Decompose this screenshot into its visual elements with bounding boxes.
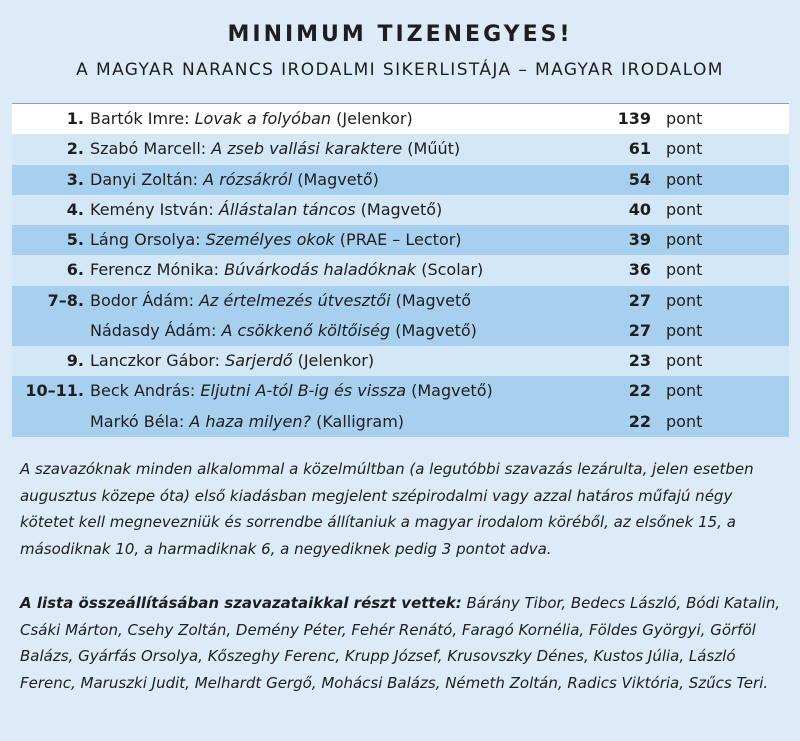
ranking-row	[12, 346, 789, 376]
publisher: (Magvető)	[406, 381, 493, 401]
book-entry	[90, 407, 404, 437]
book-title: Személyes okok	[205, 230, 335, 249]
points-unit: pont	[666, 109, 703, 128]
points-value: 61	[628, 139, 651, 159]
publisher: (Kalligram)	[311, 411, 405, 431]
points-value: 40	[628, 199, 651, 219]
publisher: (Scolar)	[416, 260, 484, 280]
points-unit: pont	[666, 169, 703, 189]
participants-list: Bárány Tibor, Bedecs László, Bódi Katalin, Csáki Márton, Csehy Zoltán, Demény Péter, Fehér Renátó, Faragó Kornélia, Földes Györgyi, Görföl Balázs, Gyárfás Orsolya, Kőszeghy Ferenc, Krupp József, Krusovszky Dénes, Kustos Júlia, László Ferenc, Maruszki Judit, Melhardt Gergő, Mohácsi Balázs, Németh Zoltán, Radics Viktória, Szűcs Teri.	[20, 594, 781, 692]
author-name: Ferencz Mónika:	[90, 260, 225, 280]
ranking-group	[12, 165, 789, 195]
book-title: Eljutni A-tól B-ig és vissza	[200, 381, 407, 401]
ranking-row	[12, 165, 789, 195]
points-unit: pont	[666, 260, 703, 280]
book-title: Állástalan táncos	[218, 199, 356, 219]
rank-number: 5.	[66, 230, 84, 249]
publisher: (Magvető)	[292, 169, 379, 189]
book-entry	[90, 195, 442, 225]
book-title: Az értelmezés útvesztői	[199, 290, 391, 310]
book-title: Búvárkodás haladóknak	[224, 260, 417, 280]
publisher: (Magvető)	[355, 199, 443, 219]
ranking-group	[12, 376, 789, 437]
book-entry	[90, 134, 460, 164]
rank-number: 4.	[66, 199, 84, 219]
ranking-row	[12, 316, 789, 346]
points-value: 54	[628, 169, 651, 189]
ranking-row	[12, 134, 789, 164]
book-title: A haza milyen?	[189, 411, 311, 431]
author-name: Nádasdy Ádám:	[90, 320, 222, 340]
ranking-group	[12, 255, 789, 285]
ranking-row	[12, 376, 789, 406]
publisher: (Magvető)	[390, 320, 477, 340]
ranking-row	[12, 255, 789, 285]
rank-number: 9.	[66, 351, 84, 370]
points-unit: pont	[666, 411, 703, 431]
points-unit: pont	[666, 139, 703, 159]
ranking-group	[12, 195, 789, 225]
rank-number: 10–11.	[25, 381, 84, 401]
author-name: Bodor Ádám:	[90, 290, 200, 310]
author-name: Láng Orsolya:	[90, 230, 206, 249]
book-title: A zseb vallási karaktere	[211, 139, 403, 159]
ranking-group	[12, 225, 789, 255]
author-name: Kemény István:	[90, 199, 219, 219]
points-value: 36	[628, 260, 651, 280]
publisher: (Magvető	[390, 290, 472, 310]
ranking-group	[12, 286, 789, 347]
author-name: Danyi Zoltán:	[90, 169, 204, 189]
rank-number: 1.	[66, 109, 84, 128]
book-entry	[90, 286, 471, 316]
ranking-row	[12, 407, 789, 437]
points-value: 23	[628, 351, 651, 370]
ranking-group	[12, 104, 789, 134]
page-subtitle: A MAGYAR NARANCS IRODALMI SIKERLISTÁJA – MAGYAR IRODALOM	[76, 60, 724, 80]
author-name: Markó Béla:	[90, 411, 190, 431]
book-entry	[90, 255, 483, 285]
rank-number: 6.	[66, 260, 84, 280]
publisher: (Jelenkor)	[292, 351, 375, 370]
ranking-row	[12, 225, 789, 255]
book-title: Lovak a folyóban	[194, 109, 332, 128]
points-unit: pont	[666, 230, 703, 249]
points-value: 27	[628, 290, 651, 310]
points-unit: pont	[666, 351, 703, 370]
book-entry	[90, 376, 493, 406]
author-name: Lanczkor Gábor:	[90, 351, 226, 370]
publisher: (Műút)	[402, 139, 461, 159]
book-title: A csökkenő költőiség	[221, 320, 391, 340]
publisher: (Jelenkor)	[331, 109, 413, 128]
page-title: MINIMUM TIZENEGYES!	[227, 22, 573, 47]
book-title: A rózsákról	[203, 169, 293, 189]
rank-number: 7–8.	[47, 290, 84, 310]
ranking-group	[12, 134, 789, 164]
ranking-row	[12, 286, 789, 316]
rank-number: 3.	[66, 169, 84, 189]
points-unit: pont	[666, 290, 703, 310]
author-name: Szabó Marcell:	[90, 139, 212, 159]
points-value: 39	[628, 230, 651, 249]
book-entry	[90, 225, 462, 255]
participants-label: A lista összeállításában szavazataikkal részt vettek:	[20, 594, 462, 612]
points-unit: pont	[666, 199, 703, 219]
voting-note: A szavazóknak minden alkalommal a közelmúltban (a legutóbbi szavazás lezárulta, jelen esetben augusztus közepe óta) első kiadásban megjelent szépirodalmi vagy azzal határos műfajú négy kötetet kell megnevezniük és sorrendbe állítaniuk a magyar irodalom köréből, az elsőnek 15, a másodiknak 10, a harmadiknak 6, a negyediknek pedig 3 pontot adva.	[20, 460, 754, 558]
ranking-group	[12, 346, 789, 376]
points-value: 22	[628, 411, 651, 431]
rank-number: 2.	[66, 139, 84, 159]
points-value: 27	[628, 320, 651, 340]
points-unit: pont	[666, 381, 703, 401]
book-entry	[90, 346, 374, 376]
points-value: 22	[628, 381, 651, 401]
participants-paragraph	[20, 590, 785, 696]
author-name: Beck András:	[90, 381, 201, 401]
book-title: Sarjerdő	[225, 351, 293, 370]
points-value: 139	[617, 109, 651, 128]
publisher: (PRAE – Lector)	[334, 230, 462, 249]
author-name: Bartók Imre:	[90, 109, 195, 128]
book-entry	[90, 104, 413, 134]
ranking-row	[12, 104, 789, 134]
points-unit: pont	[666, 320, 703, 340]
book-entry	[90, 316, 477, 346]
ranking-row	[12, 195, 789, 225]
ranking-table	[12, 103, 789, 437]
book-entry	[90, 165, 379, 195]
